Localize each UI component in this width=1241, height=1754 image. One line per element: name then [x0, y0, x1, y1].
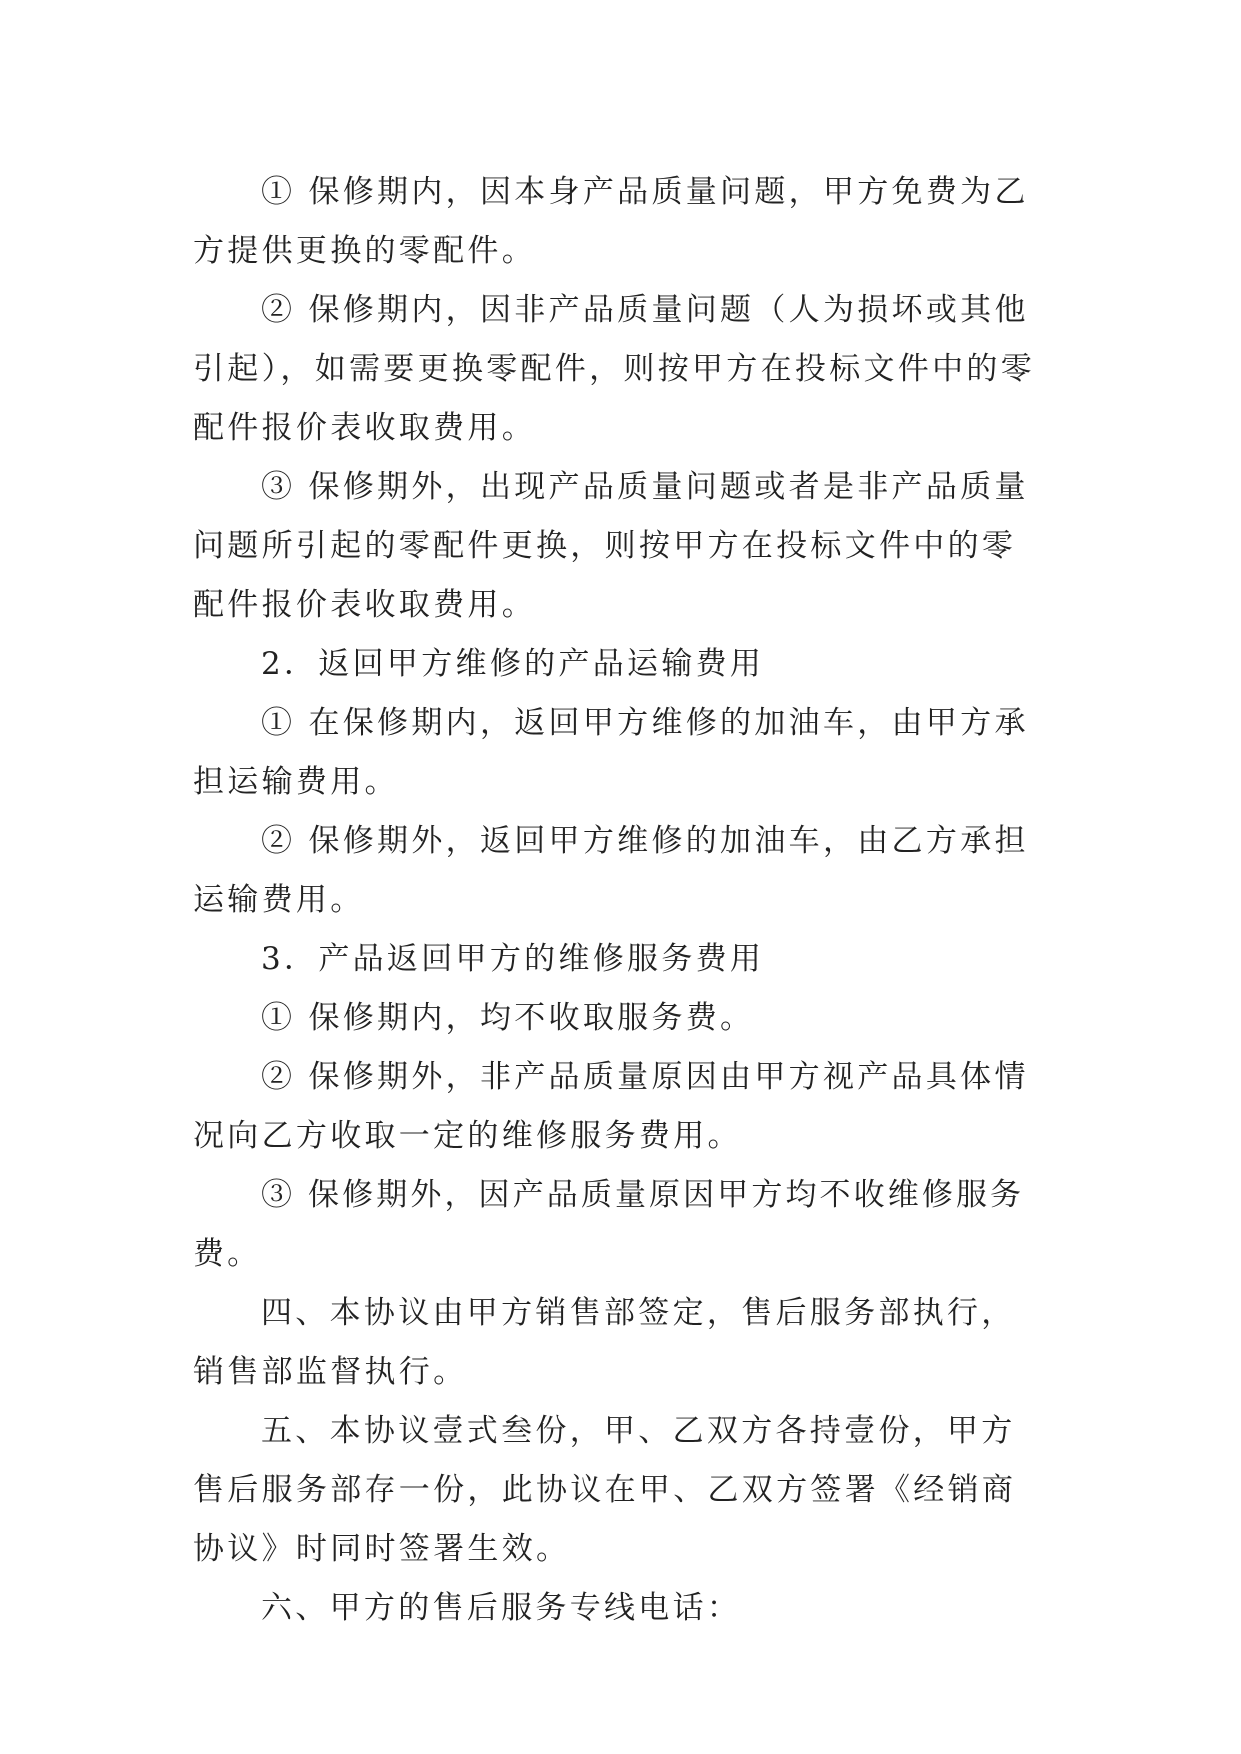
paragraph-transport-out-warranty: ② 保修期外，返回甲方维修的加油车，由乙方承担运输费用。	[193, 823, 1029, 918]
clause-six-hotline: 六、甲方的售后服务专线电话：	[261, 1590, 742, 1626]
section-heading-service-cost: 3．产品返回甲方的维修服务费用	[261, 941, 765, 977]
section-heading-transport-cost: 2．返回甲方维修的产品运输费用	[261, 646, 765, 682]
paragraph-warranty-in-nonquality: ② 保修期内，因非产品质量问题（人为损坏或其他引起），如需要更换零配件，则按甲方在投标文件中的零配件报价表收取费用。	[193, 292, 1035, 446]
clause-four: 四、本协议由甲方销售部签定，售后服务部执行，销售部监督执行。	[193, 1295, 1016, 1390]
document-body	[193, 163, 1043, 1638]
paragraph-service-out-nonquality: ② 保修期外，非产品质量原因由甲方视产品具体情况向乙方收取一定的维修服务费用。	[193, 1059, 1029, 1154]
paragraph-warranty-out-parts: ③ 保修期外，出现产品质量问题或者是非产品质量问题所引起的零配件更换，则按甲方在投标文件中的零配件报价表收取费用。	[193, 469, 1029, 623]
paragraph-service-out-quality: ③ 保修期外，因产品质量原因甲方均不收维修服务费。	[193, 1177, 1025, 1272]
paragraph-warranty-in-quality: ① 保修期内，因本身产品质量问题，甲方免费为乙方提供更换的零配件。	[193, 174, 1029, 269]
paragraph-service-in-warranty: ① 保修期内，均不收取服务费。	[261, 1000, 755, 1036]
clause-five: 五、本协议壹式叁份，甲、乙双方各持壹份，甲方售后服务部存一份，此协议在甲、乙双方签署《经销商协议》时同时签署生效。	[193, 1413, 1017, 1567]
paragraph-transport-in-warranty: ① 在保修期内，返回甲方维修的加油车，由甲方承担运输费用。	[193, 705, 1029, 800]
